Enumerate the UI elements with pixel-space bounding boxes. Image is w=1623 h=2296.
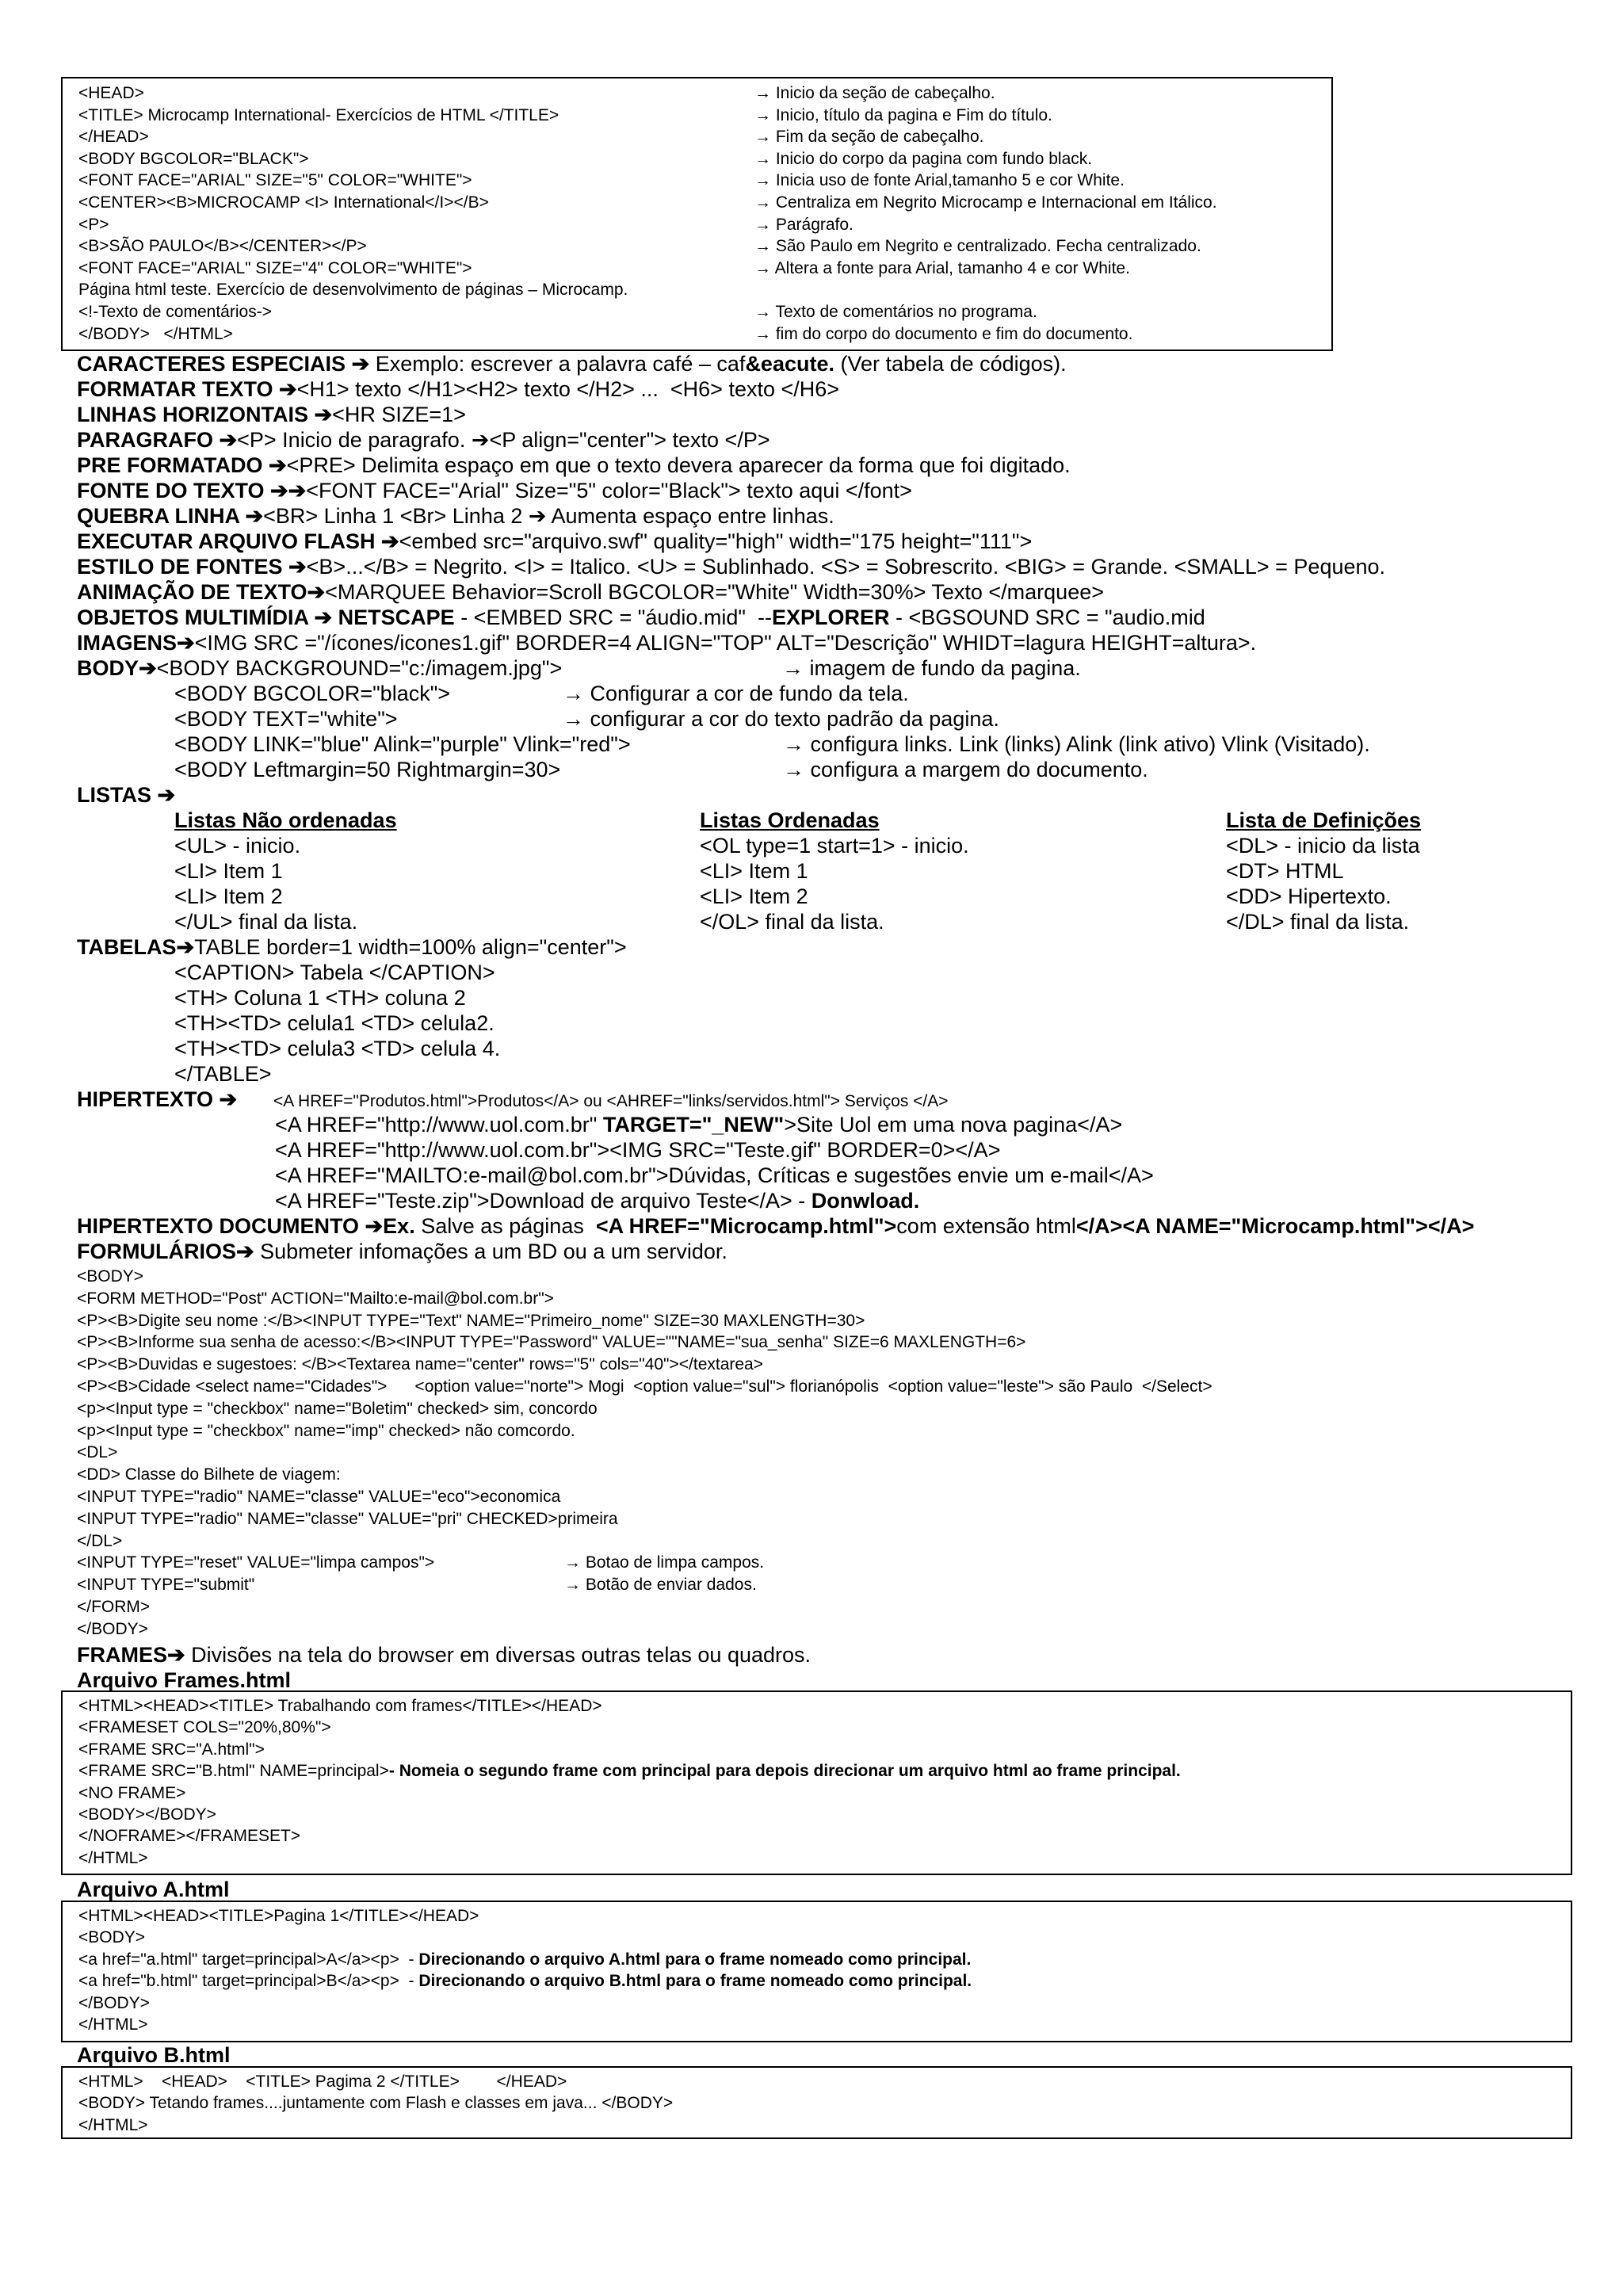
head-comment-line (754, 235, 1201, 257)
arrow-icon: ➔ (235, 1240, 254, 1263)
code-text: </NOFRAME></FRAMESET> (78, 1827, 301, 1846)
list-heading: Listas Ordenadas (700, 808, 880, 832)
list-heading: Listas Não ordenadas (174, 808, 397, 832)
head-code-line (78, 214, 109, 235)
list-item (1226, 909, 1409, 934)
row-comment: → configura links. Link (links) Alink (link ativo) Vlink (Visitado). (783, 732, 1370, 756)
comment-text: → fim do corpo do documento e fim do documento. (754, 324, 1133, 343)
code-text: <CAPTION> Tabela </CAPTION> (174, 961, 495, 984)
code-text: <DD> Classe do Bilhete de viagem: (77, 1465, 341, 1484)
arrow-icon: ➔ (262, 453, 287, 477)
list-item (700, 909, 884, 934)
section-hiperdoc (77, 1213, 1474, 1239)
table-row-line (174, 1061, 272, 1087)
code-bold: TARGET="_NEW" (602, 1113, 785, 1137)
head-comment-line (754, 105, 1052, 126)
section-label: PARAGRAFO (77, 428, 213, 452)
arrow-icon: ➔ (213, 1087, 238, 1111)
comment-text: → Inicio, título da pagina e Fim do título. (754, 105, 1052, 124)
form-code-line (77, 1376, 1212, 1397)
code-text: <FRAMESET COLS="20%,80%"> (78, 1718, 331, 1737)
code-text: <!-Texto de comentários-> (78, 303, 272, 321)
section-label: EXECUTAR ARQUIVO FLASH (77, 529, 376, 553)
box-code-line (78, 2071, 567, 2092)
form-code-line (77, 1508, 618, 1530)
section-text: TABLE border=1 width=100% align="center"> (194, 935, 627, 959)
arrow-icon: ➔ (282, 555, 307, 579)
section-label: BODY (77, 656, 139, 680)
list-item (174, 833, 300, 858)
example-label: Ex. (383, 1214, 415, 1238)
code-text: <FRAME SRC="A.html"> (78, 1740, 265, 1759)
form-code-line (77, 1310, 865, 1331)
section-text: <BR> Linha 1 <Br> Linha 2 ➔ Aumenta espaço entre linhas. (263, 504, 834, 528)
section-text: <FONT FACE="Arial" Size="5" color="Black"> texto aqui </font> (306, 479, 912, 502)
code-comment: → Botao de limpa campos. (564, 1553, 765, 1572)
comment-text: → São Paulo em Negrito e centralizado. Fecha centralizado. (754, 237, 1201, 256)
list-item-text: <LI> Item 2 (174, 884, 283, 908)
section-pre (77, 453, 1071, 478)
box-code-line (78, 1905, 479, 1927)
section-text: Submeter infomações a um BD ou a um servidor. (254, 1240, 727, 1263)
list-item (700, 833, 969, 858)
section-label: LINHAS HORIZONTAIS (77, 403, 308, 426)
section-text: <MARQUEE Behavior=Scroll BGCOLOR="White" Width=30%> Texto </marquee> (325, 580, 1104, 604)
head-comment-line (754, 82, 995, 104)
box-code-line (78, 1717, 331, 1738)
code-text: <HTML><HEAD><TITLE>Pagina 1</TITLE></HEAD> (78, 1907, 479, 1925)
section-estilo (77, 554, 1385, 579)
section-objetos (77, 605, 1205, 630)
code-note: - Nomeia o segundo frame com principal para depois direcionar um arquivo html ao frame principal. (388, 1762, 1181, 1781)
form-code-line (77, 1442, 117, 1463)
comment-text: → Parágrafo. (754, 215, 854, 234)
section-text: Divisões na tela do browser em diversas outras telas ou quadros. (185, 1642, 812, 1667)
list-item-text: <LI> Item 1 (174, 859, 283, 883)
code-text: </HTML> (78, 2115, 148, 2134)
box-code-line (78, 1992, 150, 2014)
code-text: <A HREF="Teste.zip">Download de arquivo Teste</A> - (275, 1189, 812, 1213)
code-text: <NO FRAME> (78, 1783, 186, 1802)
head-comment-line (754, 148, 1092, 170)
code-text: <INPUT TYPE="radio" NAME="classe" VALUE="pri" CHECKED>primeira (77, 1509, 618, 1528)
section-text: <PRE> Delimita espaço em que o texto devera aparecer da forma que foi digitado. (286, 453, 1071, 477)
section-text: <HR SIZE=1> (332, 403, 466, 426)
list-item-text: <OL type=1 start=1> - inicio. (700, 834, 969, 858)
code-text: <TH> Coluna 1 <TH> coluna 2 (174, 986, 466, 1010)
box-code-line (78, 1847, 148, 1869)
list-item-text: </OL> final da lista. (700, 910, 884, 934)
list-item-text: <LI> Item 1 (700, 859, 808, 883)
comment-text: → Altera a fonte para Arial, tamanho 4 e cor White. (754, 258, 1130, 277)
code-text: <BODY BGCOLOR="black"> (174, 682, 451, 705)
b-html-code-box (61, 2066, 1572, 2139)
row-comment: → Configurar a cor de fundo da tela. (563, 682, 909, 705)
section-label: FRAMES (77, 1642, 167, 1667)
code-note: Direcionando o arquivo A.html para o frame nomeado como principal. (418, 1950, 972, 1969)
code-text: <TH><TD> celula1 <TD> celula2. (174, 1011, 495, 1035)
section-label: HIPERTEXTO DOCUMENTO (77, 1214, 360, 1238)
head-comment-line (754, 126, 984, 147)
code-bold: </A><A NAME="Microcamp.html"></A> (1075, 1214, 1475, 1238)
comment-text: → Texto de comentários no programa. (754, 303, 1037, 321)
list-heading: Lista de Definições (1226, 808, 1422, 832)
code-note: Direcionando o arquivo B.html para o frame nomeado como principal. (418, 1972, 972, 1991)
comment-text: → Centraliza em Negrito Microcamp e Internacional em Itálico. (754, 193, 1217, 212)
code-text: </FORM> (77, 1598, 151, 1616)
head-code-line (78, 279, 628, 300)
arrow-icon: ➔ (176, 935, 195, 959)
head-code-line (78, 192, 489, 213)
code-text: <p><Input type = "checkbox" name="Boletim" checked> sim, concordo (77, 1399, 598, 1418)
section-formularios (77, 1239, 727, 1264)
head-code-line (78, 126, 149, 147)
box-code-line (78, 1825, 300, 1847)
code-text: <P><B>Informe sua senha de acesso:</B><INPUT TYPE="Password" VALUE=""NAME="sua_senha" SIZE=6 MAXLENGTH=6> (77, 1333, 1026, 1352)
head-example-box (61, 77, 1333, 351)
file-title: Arquivo B.html (77, 2043, 231, 2067)
body-row (174, 757, 1148, 782)
table-row-line (174, 960, 495, 985)
section-text: <BODY BACKGROUND="c:/imagem.jpg"> (156, 656, 563, 680)
form-code-line (77, 1354, 763, 1375)
section-label: TABELAS (77, 935, 177, 959)
form-code-line (77, 1530, 122, 1552)
section-listas (77, 782, 175, 808)
arrow-icon: ➔ (308, 606, 338, 629)
code-text: <BODY TEXT="white"> (174, 707, 398, 731)
head-code-line (78, 301, 272, 323)
code-text: </HEAD> (78, 128, 149, 147)
arrow-icon: ➔ (167, 1642, 185, 1667)
head-code-line (78, 82, 144, 104)
code-text: <p><Input type = "checkbox" name="imp" checked> não comcordo. (77, 1421, 575, 1440)
code-text: <TITLE> Microcamp International- Exercícios de HTML </TITLE> (78, 105, 559, 124)
head-code-line (78, 148, 309, 170)
code-text: </HTML> (78, 1848, 148, 1867)
hyperlink-row (275, 1112, 1122, 1137)
hyperlink-row (275, 1137, 1000, 1163)
section-text: <P> Inicio de paragrafo. ➔<P align="center"> texto </P> (237, 428, 770, 452)
code-text: </BODY> (78, 1993, 150, 2012)
list-item (174, 858, 283, 884)
code-text: </TABLE> (174, 1062, 272, 1086)
frames-code-box (61, 1690, 1572, 1875)
section-comment: → imagem de fundo da pagina. (782, 656, 1081, 680)
section-label: FONTE DO TEXTO (77, 479, 265, 502)
section-flash (77, 529, 1032, 554)
section-text: Exemplo: escrever a palavra café – caf (375, 352, 746, 376)
arrow-icon: ➔ (375, 529, 399, 553)
arrow-icon: ➔ (307, 580, 326, 604)
list-item-text: <DL> - inicio da lista (1226, 834, 1420, 858)
box-code-line (78, 1804, 216, 1825)
file-title: Arquivo Frames.html (77, 1668, 292, 1692)
section-frames (77, 1642, 811, 1668)
code-text: <a href="b.html" target=principal>B</a><p> - (78, 1972, 419, 1991)
list-item-text: </UL> final da lista. (174, 910, 358, 934)
hyperlink-row (275, 1163, 1154, 1188)
form-code-line (77, 1331, 1025, 1353)
head-code-line (78, 235, 367, 257)
section-label: IMAGENS (77, 631, 178, 655)
hyperlink-row (275, 1188, 919, 1213)
code-text: <a href="a.html" target=principal>A</a><p> - (78, 1950, 419, 1969)
code-text: </DL> (77, 1531, 123, 1550)
code-text: <FONT FACE="ARIAL" SIZE="4" COLOR="WHITE"> (78, 258, 472, 277)
list-item (700, 858, 808, 884)
section-label: FORMATAR TEXTO (77, 377, 273, 401)
section-fonte (77, 478, 912, 503)
code-bold: Donwload. (811, 1189, 920, 1213)
arrow-icon: ➔ (151, 783, 176, 807)
section-text: Salve as páginas (414, 1214, 596, 1238)
list-item-text: <UL> - inicio. (174, 834, 301, 858)
list-title (1226, 808, 1421, 833)
section-animacao (77, 579, 1104, 605)
code-text: <BODY BGCOLOR="BLACK"> (78, 149, 309, 168)
section-text: <H1> texto </H1><H2> texto </H2> ... <H6> texto </H6> (296, 377, 840, 401)
comment-text: → Inicio da seção de cabeçalho. (754, 84, 995, 102)
form-end-line (77, 1596, 150, 1618)
code-text: <A HREF="http://www.uol.com.br"><IMG SRC="Teste.gif" BORDER=0></A> (275, 1138, 1001, 1162)
section-formatar (77, 376, 839, 402)
section-text: - <EMBED SRC = "áudio.mid" -- (454, 606, 772, 629)
code-text: <A HREF="MAILTO:e-mail@bol.com.br">Dúvidas, Críticas e sugestões envie um e-mail</A> (275, 1163, 1154, 1187)
head-comment-line (754, 301, 1037, 323)
form_submit-line (77, 1574, 757, 1595)
section-text: <A HREF="Produtos.html">Produtos</A> ou <AHREF="links/servidos.html"> Serviços </A> (273, 1092, 949, 1110)
code-text: <INPUT TYPE="submit" (77, 1576, 255, 1595)
code-text: <BODY Leftmargin=50 Rightmargin=30> (174, 758, 561, 781)
section-text: - <BGSOUND SRC = "audio.mid (889, 606, 1205, 629)
code-text: <P><B>Duvidas e sugestoes: </B><Textarea name="center" rows="5" cols="40"></textarea> (77, 1355, 764, 1374)
box-code-line (78, 1782, 185, 1804)
section-body (77, 655, 1081, 681)
table-row-line (174, 1010, 495, 1036)
form-code-line (77, 1398, 598, 1419)
section-label: CARACTERES ESPECIAIS (77, 352, 346, 376)
code-text: <INPUT TYPE="radio" NAME="classe" VALUE="eco">economica (77, 1488, 561, 1506)
form-code-line (77, 1266, 143, 1287)
section-label: OBJETOS MULTIMÍDIA (77, 606, 309, 629)
list-item-text: <DT> HTML (1226, 859, 1344, 883)
code-text: <FORM METHOD="Post" ACTION="Mailto:e-mail@bol.com.br"> (77, 1289, 554, 1308)
head-code-line (78, 170, 472, 191)
code-text: <BODY> (77, 1267, 144, 1286)
form-code-line (77, 1486, 560, 1507)
section-label: ANIMAÇÃO DE TEXTO (77, 580, 307, 604)
box-code-line (78, 1927, 145, 1948)
code-text: Página html teste. Exercício de desenvolvimento de páginas – Microcamp. (78, 281, 628, 300)
head-code-line (78, 323, 233, 345)
section-caracteres (77, 351, 1067, 376)
section-text: com extensão html (896, 1214, 1076, 1238)
code-text: <BODY></BODY> (78, 1805, 216, 1824)
body-row (174, 681, 909, 706)
table-row-line (174, 1036, 500, 1061)
arrow-icon: ➔ (177, 631, 195, 655)
code-text: <HEAD> (78, 84, 144, 102)
head-comment-line (754, 170, 1125, 191)
box-code-line (78, 1739, 265, 1760)
section-label: QUEBRA LINHA (77, 504, 239, 528)
box-code-line (78, 1760, 1181, 1782)
form-code-line (77, 1464, 341, 1485)
file-title: Arquivo A.html (77, 1878, 230, 1901)
section-imagens (77, 630, 1256, 655)
box-code-line (78, 2014, 148, 2035)
row-comment: → configura a margem do documento. (783, 758, 1148, 781)
box-code-line (78, 2115, 148, 2136)
frames-file-title (77, 1668, 291, 1693)
list-item (174, 909, 357, 934)
code-text: >Site Uol em uma nova pagina</A> (784, 1113, 1123, 1137)
code-text: <P> (78, 215, 109, 234)
list-item-text: <DD> Hipertexto. (1226, 884, 1392, 908)
comment-text: → Inicio do corpo da pagina com fundo black. (754, 149, 1093, 168)
code-text: <CENTER><B>MICROCAMP <I> International</I></B> (78, 193, 489, 212)
code-text: <P><B>Digite seu nome :</B><INPUT TYPE="Text" NAME="Primeiro_nome" SIZE=30 MAXLENGTH=30> (77, 1311, 865, 1330)
code-bold: <A HREF="Microcamp.html"> (595, 1214, 897, 1238)
a-file-title (77, 1877, 230, 1902)
section-label: FORMULÁRIOS (77, 1240, 236, 1263)
head-comment-line (754, 192, 1217, 213)
section-text: <B>...</B> = Negrito. <I> = Italico. <U> = Sublinhado. <S> = Sobrescrito. <BIG> = Grande. <SMALL> = Pequeno. (306, 555, 1386, 579)
form-code-line (77, 1420, 575, 1442)
code-text: <A HREF="http://www.uol.com.br" (275, 1113, 603, 1137)
code-text: <DL> (77, 1443, 118, 1462)
list-title (700, 808, 880, 833)
section-label: LISTAS (77, 783, 151, 807)
code-text: </BODY> </HTML> (78, 324, 233, 343)
arrow-icon: ➔ (346, 352, 376, 376)
code-text: <BODY> (78, 1928, 146, 1947)
arrow-icon: ➔ (273, 377, 297, 401)
code-text: <P><B>Cidade <select name="Cidades"> <option value="norte"> Mogi <option value="sul"> florianópolis <option value="leste"> são Paulo </Select> (77, 1377, 1212, 1396)
section-text: <embed src="arquivo.swf" quality="high" width="175 height="111"> (399, 529, 1033, 553)
list-item (1226, 884, 1392, 909)
code-text: </HTML> (78, 2015, 148, 2034)
code-text: <BODY> Tetando frames....juntamente com Flash e classes em java... </BODY> (78, 2094, 674, 2113)
section-label: HIPERTEXTO (77, 1087, 214, 1111)
code-text: <INPUT TYPE="reset" VALUE="limpa campos"> (77, 1553, 435, 1572)
list-item (1226, 858, 1344, 884)
code-text: <HTML> <HEAD> <TITLE> Pagima 2 </TITLE> </HEAD> (78, 2073, 567, 2091)
code-text: <FRAME SRC="B.html" NAME=principal> (78, 1762, 389, 1781)
head-comment-line (754, 214, 854, 235)
head-comment-line (754, 323, 1132, 345)
code-text: </BODY> (77, 1619, 148, 1638)
section-bold: &eacute. (745, 352, 834, 376)
section-hipertexto (77, 1087, 949, 1112)
a-html-code-box (61, 1901, 1572, 2042)
list-item (174, 884, 283, 909)
box-code-line (78, 1949, 971, 1970)
body-row (174, 706, 999, 732)
section-label: ESTILO DE FONTES (77, 555, 283, 579)
arrow-icon: ➔ (213, 428, 238, 452)
section-quebra (77, 503, 834, 529)
arrow-icon: ➔ (359, 1214, 384, 1238)
box-code-line (78, 1970, 972, 1992)
section-linhas (77, 402, 466, 427)
list-item-text: <LI> Item 2 (700, 884, 808, 908)
box-code-line (78, 2092, 673, 2114)
form-code-line (77, 1288, 554, 1309)
form_reset-line (77, 1552, 765, 1573)
form-end-line (77, 1618, 148, 1640)
code-text: <B>SÃO PAULO</B></CENTER></P> (78, 237, 367, 256)
section-tabelas (77, 934, 627, 960)
head-code-line (78, 105, 559, 126)
code-text: <BODY LINK="blue" Alink="purple" Vlink="red"> (174, 732, 631, 756)
table-row-line (174, 985, 466, 1010)
body-row (174, 732, 1370, 757)
code-text: <FONT FACE="ARIAL" SIZE="5" COLOR="WHITE"> (78, 171, 472, 190)
list-item-text: </DL> final da lista. (1226, 910, 1410, 934)
code-text: <TH><TD> celula3 <TD> celula 4. (174, 1037, 501, 1060)
arrow-icon: ➔ (139, 656, 157, 680)
code-comment: → Botão de enviar dados. (564, 1576, 757, 1595)
section-paragrafo (77, 427, 770, 453)
list-item (700, 884, 808, 909)
section-text: (Ver tabela de códigos). (834, 352, 1067, 376)
comment-text: → Fim da seção de cabeçalho. (754, 128, 984, 147)
explorer-label: EXPLORER (771, 606, 890, 629)
section-label: PRE FORMATADO (77, 453, 263, 477)
arrow-icon: ➔➔ (264, 479, 307, 502)
list-item (1226, 833, 1420, 858)
code-text: <HTML><HEAD><TITLE> Trabalhando com frames</TITLE></HEAD> (78, 1697, 602, 1715)
list-title (174, 808, 397, 833)
box-code-line (78, 1695, 602, 1717)
head-comment-line (754, 258, 1130, 279)
row-comment: → configurar a cor do texto padrão da pagina. (563, 707, 999, 731)
arrow-icon: ➔ (239, 504, 264, 528)
comment-text: → Inicia uso de fonte Arial,tamanho 5 e cor White. (754, 171, 1125, 190)
netscape-label: NETSCAPE (338, 606, 455, 629)
section-text: <IMG SRC ="/ícones/icones1.gif" BORDER=4 ALIGN="TOP" ALT="Descrição" WHIDT=lagura HEIGHT=altura>. (194, 631, 1257, 655)
arrow-icon: ➔ (308, 403, 333, 426)
head-code-line (78, 258, 472, 279)
b-file-title (77, 2042, 231, 2068)
